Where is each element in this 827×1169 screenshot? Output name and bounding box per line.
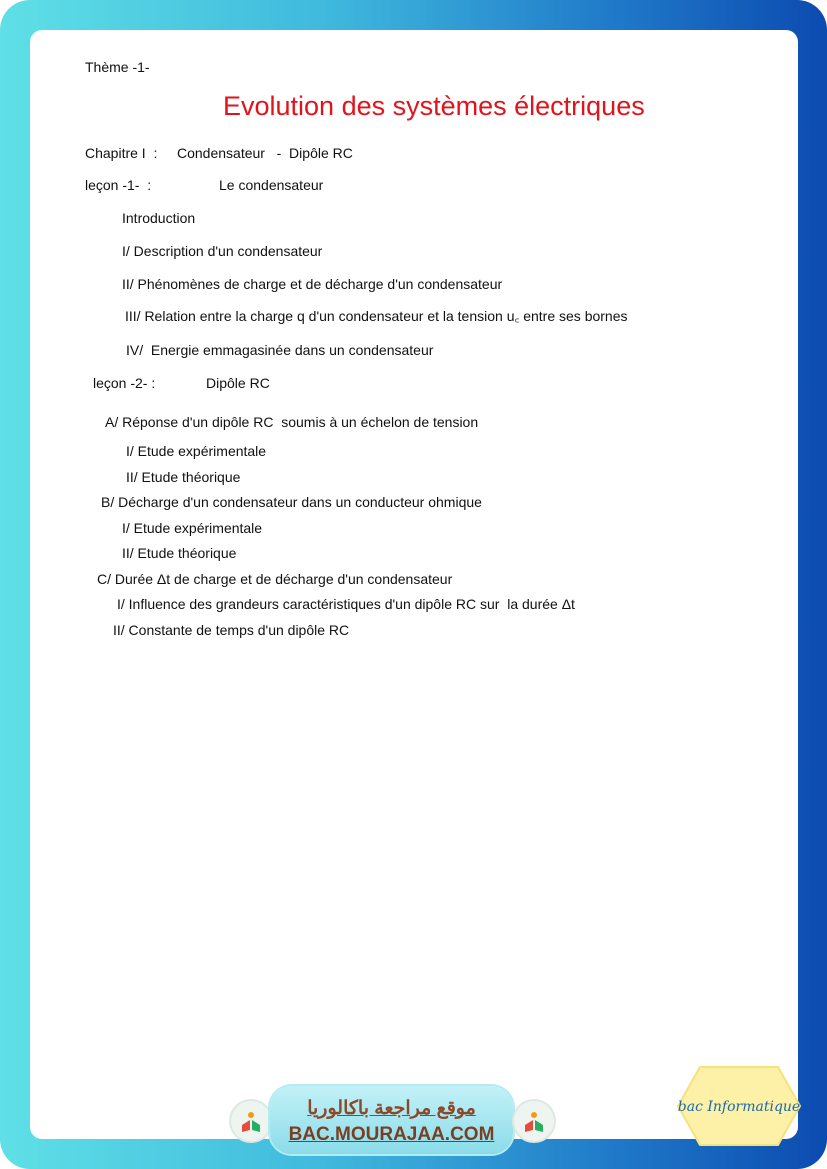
lesson1-item: IV/ Energie emmagasinée dans un condensateur bbox=[126, 342, 434, 358]
chapter-name: Condensateur - Dipôle RC bbox=[177, 145, 353, 161]
site-logo-icon bbox=[514, 1101, 554, 1141]
footer-arabic-text: موقع مراجعة باكالوريا bbox=[307, 1098, 476, 1119]
page-title: Evolution des systèmes électriques bbox=[223, 91, 645, 121]
section-a-item: II/ Etude théorique bbox=[126, 469, 241, 485]
section-c-title: C/ Durée Δt de charge et de décharge d'un condensateur bbox=[97, 571, 453, 587]
footer-banner[interactable] bbox=[270, 1086, 513, 1154]
lesson1-item: Introduction bbox=[122, 210, 196, 226]
section-a-item: I/ Etude expérimentale bbox=[126, 443, 267, 459]
section-a-title: A/ Réponse d'un dipôle RC soumis à un échelon de tension bbox=[105, 414, 479, 430]
bac-informatique-badge bbox=[676, 1065, 802, 1147]
footer-url-link[interactable]: BAC.MOURAJAA.COM bbox=[288, 1124, 495, 1145]
section-b-item: I/ Etude expérimentale bbox=[122, 520, 263, 536]
badge-text: bac Informatique bbox=[677, 1099, 801, 1115]
lesson1-label: leçon -1- : bbox=[85, 177, 152, 193]
theme-label: Thème -1- bbox=[85, 59, 150, 75]
lesson1-item: III/ Relation entre la charge q d'un condensateur et la tension u꜀ entre ses bornes bbox=[125, 308, 628, 324]
site-logo-icon bbox=[231, 1101, 271, 1141]
section-c-item: II/ Constante de temps d'un dipôle RC bbox=[113, 622, 350, 638]
section-b-title: B/ Décharge d'un condensateur dans un conducteur ohmique bbox=[101, 494, 482, 510]
lesson1-name: Le condensateur bbox=[219, 177, 324, 193]
lesson1-item: II/ Phénomènes de charge et de décharge d'un condensateur bbox=[122, 276, 503, 292]
section-c-item: I/ Influence des grandeurs caractéristiques d'un dipôle RC sur la durée Δt bbox=[117, 596, 575, 612]
lesson1-item: I/ Description d'un condensateur bbox=[122, 243, 323, 259]
section-b-item: II/ Etude théorique bbox=[122, 545, 237, 561]
chapter-label: Chapitre I : bbox=[85, 145, 158, 161]
lesson2-label: leçon -2- : bbox=[93, 375, 156, 391]
lesson2-name: Dipôle RC bbox=[206, 375, 270, 391]
